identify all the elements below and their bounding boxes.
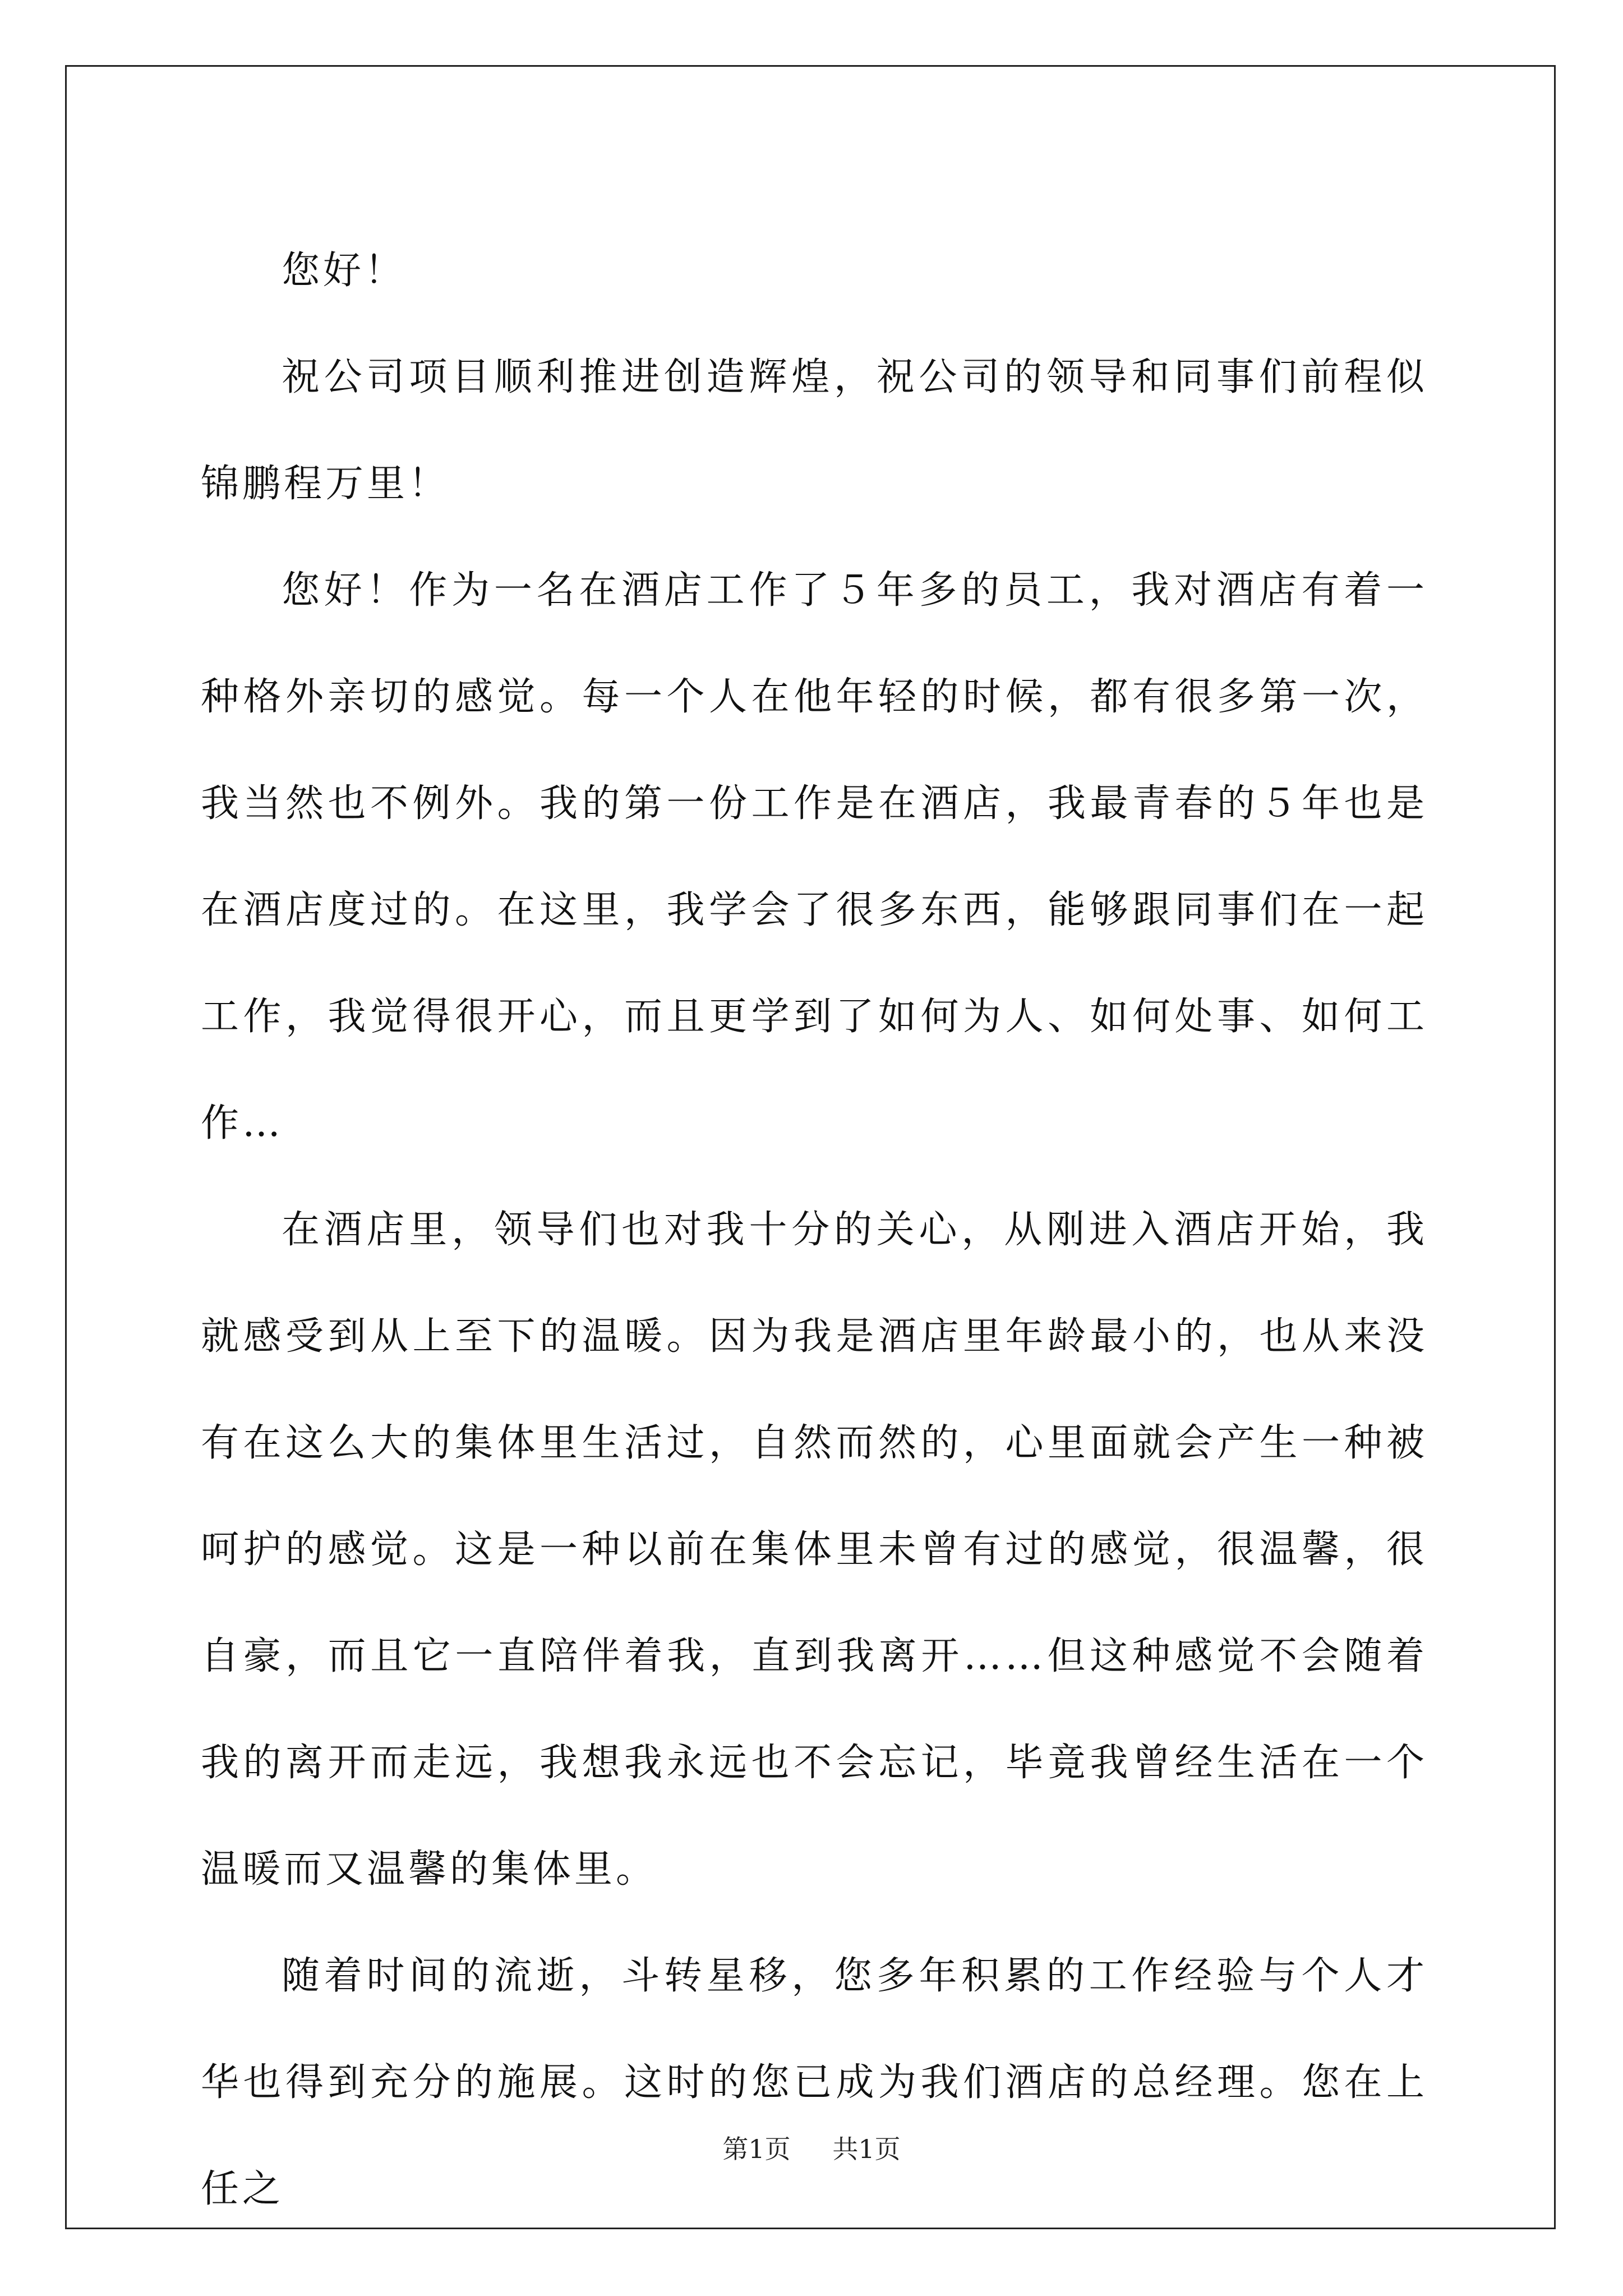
page-total: 共1页: [832, 2134, 901, 2164]
paragraph-greeting: 您好！: [282, 249, 407, 293]
page-number: 第1页: [722, 2134, 791, 2164]
page-footer: [0, 2129, 1623, 2166]
paragraph-career: 随着时间的流逝，斗转星移，您多年积累的工作经验与个人才华也得到充分的施展。这时的您已成为我们酒店的总经理。您在上任之: [201, 1954, 1428, 2211]
paragraph-care: 在酒店里，领导们也对我十分的关心，从刚进入酒店开始，我就感受到从上至下的温暖。因为我是酒店里年龄最小的，也从来没有在这么大的集体里生活过，自然而然的，心里面就会产生一种被呵护的感觉。这是一种以前在集体里未曾有过的感觉，很温馨，很自豪，而且它一直陪伴着我，直到我离开……但这种感觉不会随着我的离开而走远，我想我永远也不会忘记，毕竟我曾经生活在一个温暖而又温馨的集体里。: [201, 1208, 1428, 1892]
paragraph-wishes: 祝公司项目顺利推进创造辉煌，祝公司的领导和同事们前程似锦鹏程万里！: [201, 355, 1428, 506]
document-body: [201, 218, 1428, 2243]
paragraph-introduction: 您好！作为一名在酒店工作了５年多的员工，我对酒店有着一种格外亲切的感觉。每一个人在他年轻的时候，都有很多第一次，我当然也不例外。我的第一份工作是在酒店，我最青春的５年也是在酒店度过的。在这里，我学会了很多东西，能够跟同事们在一起工作，我觉得很开心，而且更学到了如何为人、如何处事、如何工作…: [201, 568, 1428, 1145]
